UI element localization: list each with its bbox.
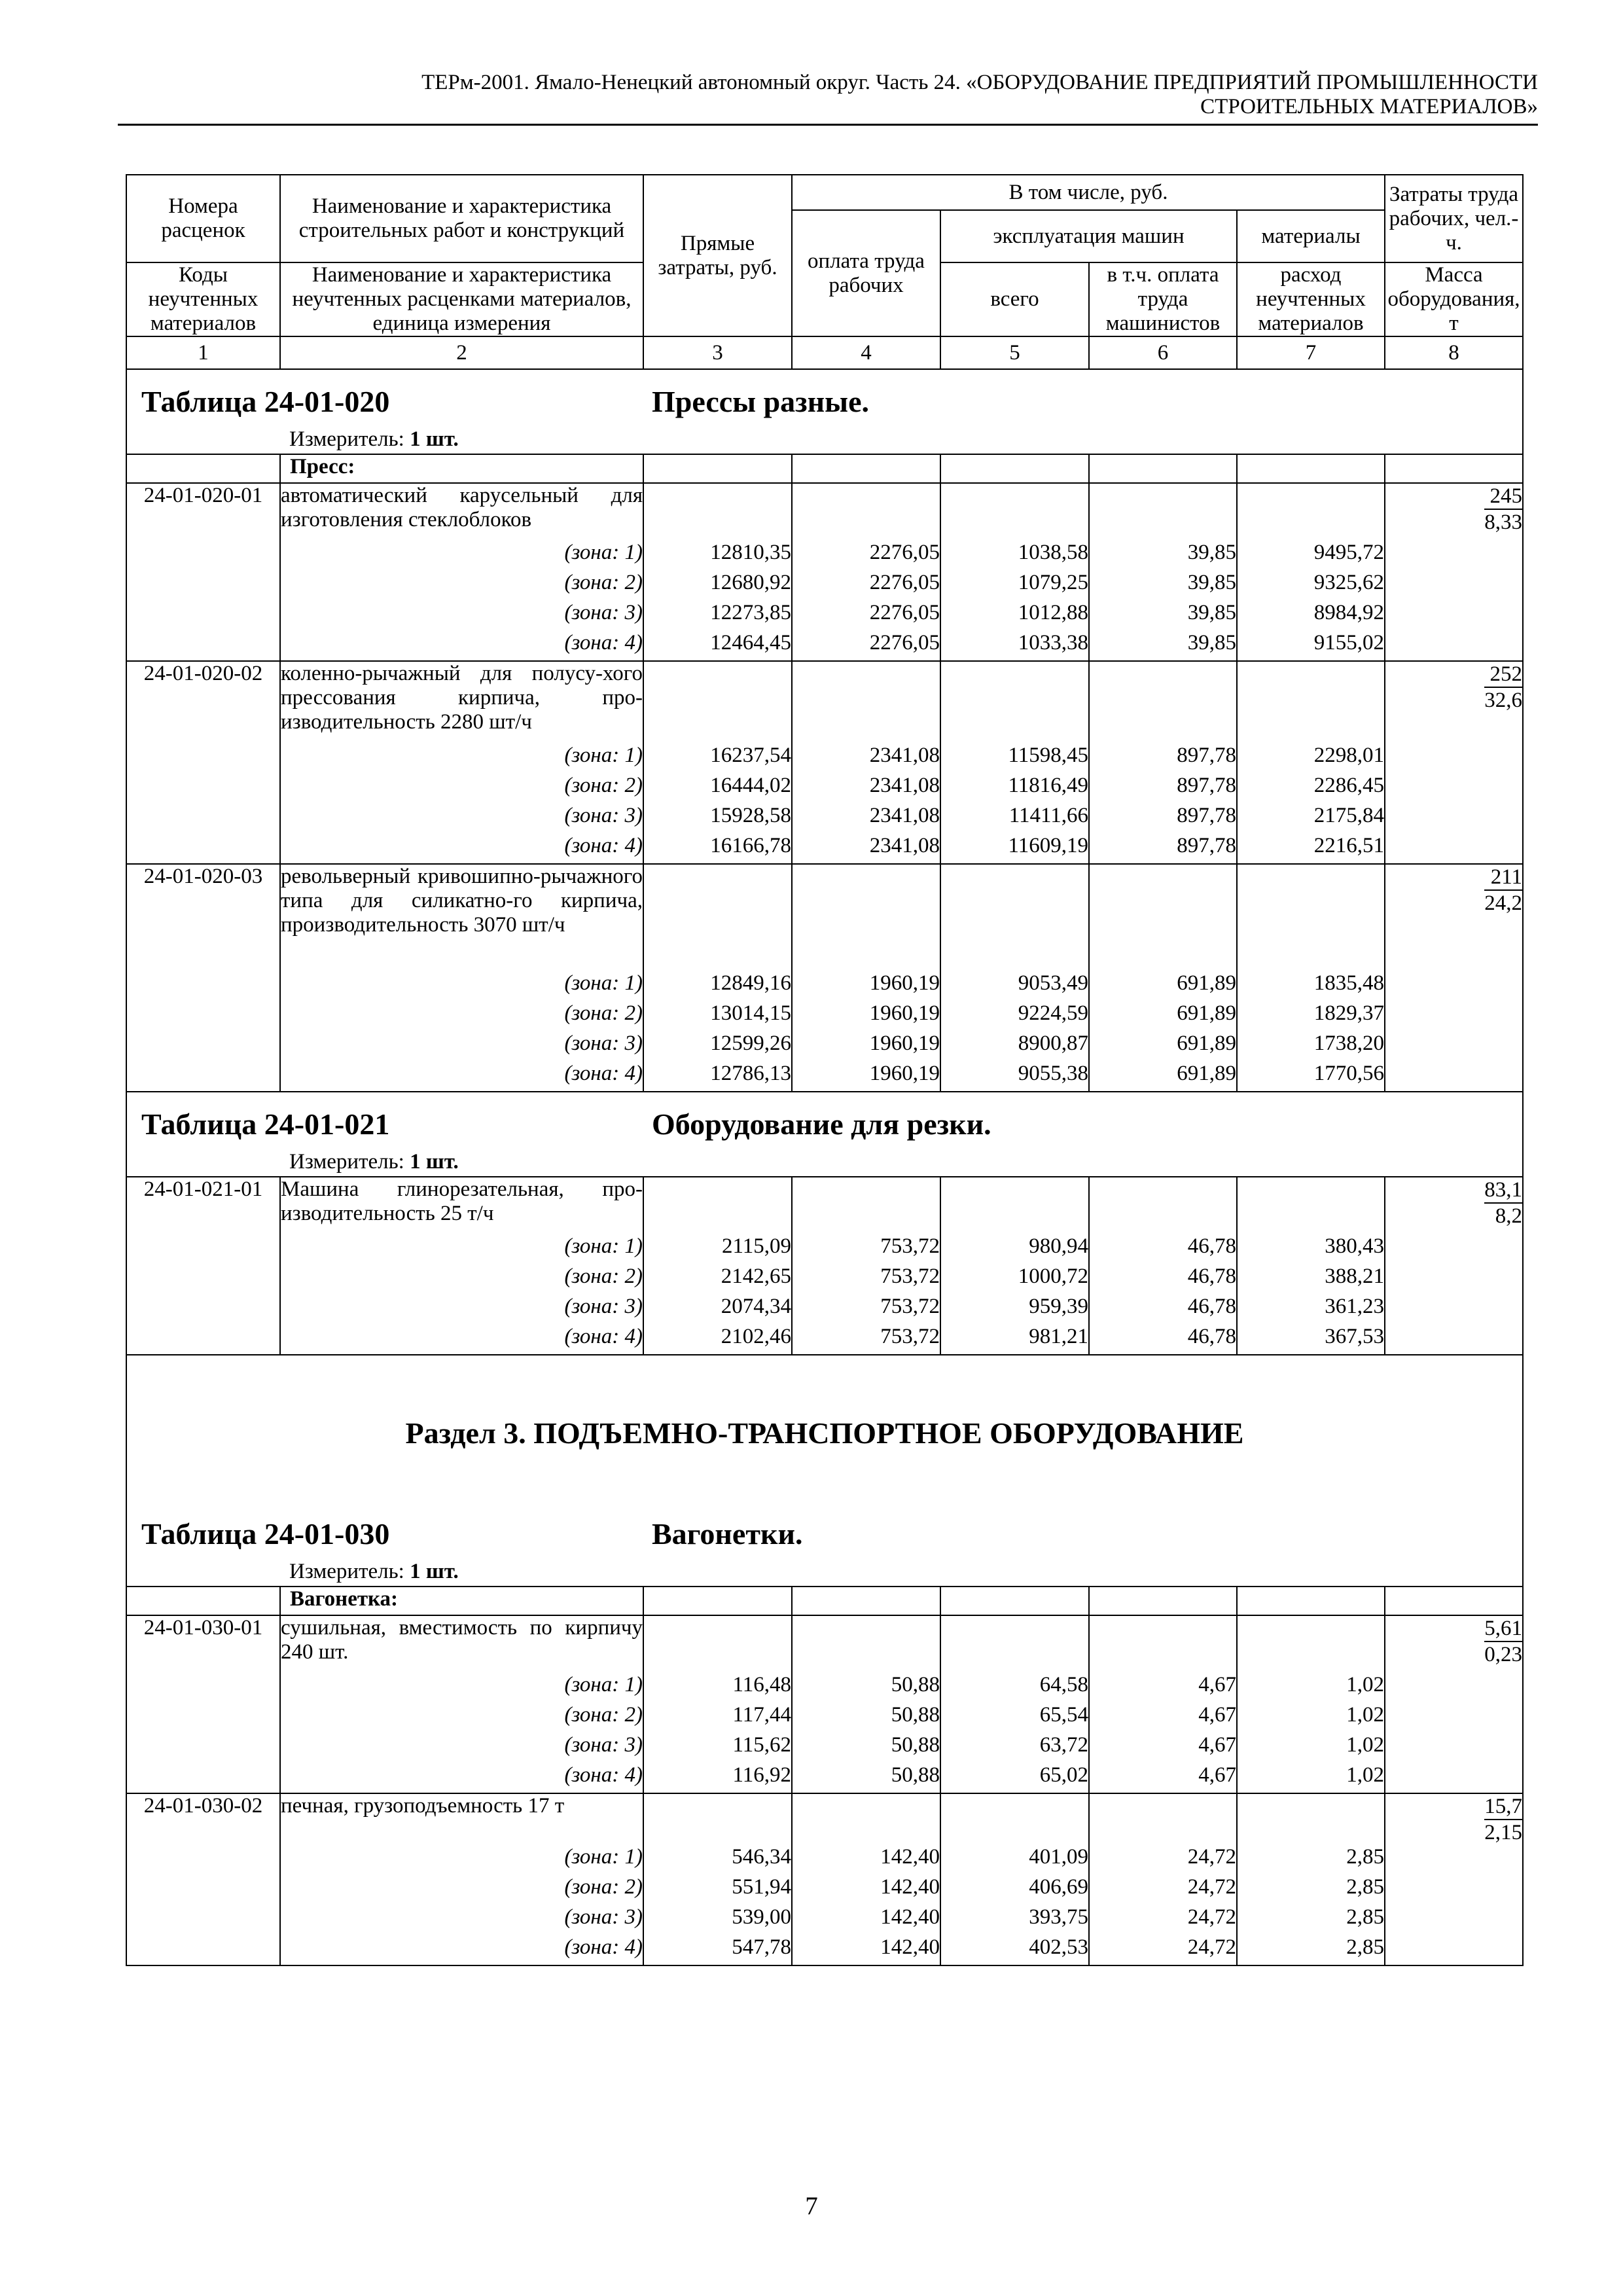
value-machines: 1000,72 xyxy=(940,1265,1089,1295)
value-workers: 1960,19 xyxy=(792,1001,940,1031)
zone-label: (зона: 3) xyxy=(280,1733,643,1763)
rate-code: 24-01-030-02 xyxy=(126,1793,280,1845)
value-direct: 116,92 xyxy=(643,1763,792,1793)
table-number: Таблица 24-01-020 xyxy=(141,385,390,418)
col-materials: материалы xyxy=(1237,210,1385,262)
zone-row xyxy=(126,971,1523,1001)
zone-row xyxy=(126,1062,1523,1092)
zone-row xyxy=(126,1763,1523,1793)
col-total: всего xyxy=(940,262,1089,336)
value-machines: 11411,66 xyxy=(940,804,1089,834)
value-machines: 11816,49 xyxy=(940,774,1089,804)
zone-label: (зона: 4) xyxy=(280,834,643,864)
value-operators: 4,67 xyxy=(1089,1703,1237,1733)
zone-label: (зона: 4) xyxy=(280,1062,643,1092)
value-direct: 16166,78 xyxy=(643,834,792,864)
zone-row xyxy=(126,1673,1523,1703)
value-direct: 2142,65 xyxy=(643,1265,792,1295)
value-workers: 753,72 xyxy=(792,1234,940,1265)
value-materials: 1738,20 xyxy=(1237,1031,1385,1062)
col-name: Наименование и характеристика строительных работ и конструкций xyxy=(280,175,643,262)
zone-label: (зона: 3) xyxy=(280,1031,643,1062)
value-machines: 63,72 xyxy=(940,1733,1089,1763)
value-direct: 115,62 xyxy=(643,1733,792,1763)
zone-label: (зона: 4) xyxy=(280,1763,643,1793)
value-machines: 11598,45 xyxy=(940,744,1089,774)
value-machines: 64,58 xyxy=(940,1673,1089,1703)
value-direct: 2074,34 xyxy=(643,1295,792,1325)
section-title: Раздел 3. ПОДЪЕМНО-ТРАНСПОРТНОЕ ОБОРУДОВАНИЕ xyxy=(405,1416,1244,1450)
value-direct: 547,78 xyxy=(643,1935,792,1965)
zone-row xyxy=(126,1875,1523,1905)
col-number: 1 xyxy=(126,336,280,369)
value-direct: 16444,02 xyxy=(643,774,792,804)
value-operators: 39,85 xyxy=(1089,631,1237,661)
value-machines: 401,09 xyxy=(940,1845,1089,1875)
value-machines: 1079,25 xyxy=(940,571,1089,601)
mass-value: 24,2 xyxy=(1484,891,1523,915)
value-workers: 50,88 xyxy=(792,1763,940,1793)
value-direct: 12849,16 xyxy=(643,971,792,1001)
zone-row xyxy=(126,1703,1523,1733)
value-operators: 39,85 xyxy=(1089,571,1237,601)
rate-row xyxy=(126,1615,1523,1673)
zone-row xyxy=(126,1845,1523,1875)
value-direct: 13014,15 xyxy=(643,1001,792,1031)
rates-table xyxy=(126,174,1524,1966)
value-workers: 142,40 xyxy=(792,1875,940,1905)
value-workers: 50,88 xyxy=(792,1703,940,1733)
value-materials: 1,02 xyxy=(1237,1703,1385,1733)
zone-label: (зона: 1) xyxy=(280,541,643,571)
col-workers-pay: оплата труда рабочих xyxy=(792,210,940,336)
value-operators: 691,89 xyxy=(1089,971,1237,1001)
value-operators: 39,85 xyxy=(1089,601,1237,631)
table-heading xyxy=(127,1092,1522,1176)
value-machines: 959,39 xyxy=(940,1295,1089,1325)
value-operators: 897,78 xyxy=(1089,804,1237,834)
value-materials: 1,02 xyxy=(1237,1673,1385,1703)
value-machines: 65,54 xyxy=(940,1703,1089,1733)
value-direct: 551,94 xyxy=(643,1875,792,1905)
col-number: 5 xyxy=(940,336,1089,369)
value-direct: 12810,35 xyxy=(643,541,792,571)
value-direct: 116,48 xyxy=(643,1673,792,1703)
zone-row xyxy=(126,571,1523,601)
unit-label xyxy=(289,1560,459,1584)
value-direct: 15928,58 xyxy=(643,804,792,834)
zone-row xyxy=(126,834,1523,864)
unit-value: 1 шт. xyxy=(410,427,459,451)
value-operators: 4,67 xyxy=(1089,1763,1237,1793)
value-workers: 2276,05 xyxy=(792,541,940,571)
value-materials: 2175,84 xyxy=(1237,804,1385,834)
value-materials: 1770,56 xyxy=(1237,1062,1385,1092)
zone-label: (зона: 1) xyxy=(280,1234,643,1265)
rate-description: револьверный кривошипно-рычажного типа для силикатно-го кирпича, производительность 3070 шт/ч xyxy=(280,864,643,971)
labor-value: 15,7 xyxy=(1484,1794,1522,1820)
value-operators: 24,72 xyxy=(1089,1875,1237,1905)
value-workers: 2341,08 xyxy=(792,744,940,774)
value-machines: 9224,59 xyxy=(940,1001,1089,1031)
zone-row xyxy=(126,541,1523,571)
value-operators: 897,78 xyxy=(1089,744,1237,774)
value-workers: 1960,19 xyxy=(792,1031,940,1062)
rate-description: коленно-рычажный для полусу-хого прессования кирпича, про-изводительность 2280 шт/ч xyxy=(280,661,643,744)
rate-description: сушильная, вместимость по кирпичу 240 шт. xyxy=(280,1615,643,1673)
value-workers: 50,88 xyxy=(792,1733,940,1763)
rate-code: 24-01-020-02 xyxy=(126,661,280,744)
value-direct: 12599,26 xyxy=(643,1031,792,1062)
value-machines: 981,21 xyxy=(940,1325,1089,1355)
col-number: 6 xyxy=(1089,336,1237,369)
mass-value: 8,33 xyxy=(1484,511,1523,534)
rate-code: 24-01-020-03 xyxy=(126,864,280,971)
labor-value: 211 xyxy=(1484,865,1522,891)
value-direct: 2102,46 xyxy=(643,1325,792,1355)
value-materials: 2,85 xyxy=(1237,1935,1385,1965)
zone-label: (зона: 2) xyxy=(280,571,643,601)
value-machines: 8900,87 xyxy=(940,1031,1089,1062)
value-machines: 393,75 xyxy=(940,1905,1089,1935)
value-materials: 9155,02 xyxy=(1237,631,1385,661)
zone-row xyxy=(126,744,1523,774)
table-heading xyxy=(127,370,1522,454)
value-workers: 2341,08 xyxy=(792,834,940,864)
value-materials: 1829,37 xyxy=(1237,1001,1385,1031)
value-direct: 117,44 xyxy=(643,1703,792,1733)
zone-row xyxy=(126,1265,1523,1295)
col-rate-numbers: Номера расценок xyxy=(126,175,280,262)
zone-label: (зона: 2) xyxy=(280,1001,643,1031)
zone-label: (зона: 3) xyxy=(280,601,643,631)
rate-description: печная, грузоподъемность 17 т xyxy=(280,1793,643,1845)
value-machines: 1033,38 xyxy=(940,631,1089,661)
rate-row xyxy=(126,661,1523,744)
zone-label: (зона: 3) xyxy=(280,1905,643,1935)
value-materials: 1835,48 xyxy=(1237,971,1385,1001)
value-materials: 388,21 xyxy=(1237,1265,1385,1295)
zone-row xyxy=(126,1905,1523,1935)
value-direct: 12786,13 xyxy=(643,1062,792,1092)
rate-description: Машина глинорезательная, про-изводительность 25 т/ч xyxy=(280,1177,643,1234)
value-operators: 691,89 xyxy=(1089,1001,1237,1031)
value-direct: 539,00 xyxy=(643,1905,792,1935)
value-direct: 546,34 xyxy=(643,1845,792,1875)
value-operators: 46,78 xyxy=(1089,1234,1237,1265)
labor-mass-fraction xyxy=(1484,662,1522,713)
unit-value: 1 шт. xyxy=(410,1560,459,1583)
zone-label: (зона: 2) xyxy=(280,1875,643,1905)
value-machines: 980,94 xyxy=(940,1234,1089,1265)
value-workers: 2341,08 xyxy=(792,774,940,804)
value-workers: 142,40 xyxy=(792,1935,940,1965)
zone-row xyxy=(126,1001,1523,1031)
zone-row xyxy=(126,1733,1523,1763)
unit-label xyxy=(289,427,459,452)
table-number: Таблица 24-01-030 xyxy=(141,1517,390,1551)
value-machines: 402,53 xyxy=(940,1935,1089,1965)
value-operators: 46,78 xyxy=(1089,1295,1237,1325)
zone-row xyxy=(126,1325,1523,1355)
zone-label: (зона: 4) xyxy=(280,631,643,661)
col-direct-costs: Прямые затраты, руб. xyxy=(643,175,792,336)
value-machines: 1038,58 xyxy=(940,541,1089,571)
col-labor: Затраты труда рабочих, чел.-ч. xyxy=(1385,175,1523,262)
zone-label: (зона: 4) xyxy=(280,1325,643,1355)
value-machines: 65,02 xyxy=(940,1763,1089,1793)
value-direct: 16237,54 xyxy=(643,744,792,774)
unit-caption: Измеритель: xyxy=(289,427,404,451)
zone-row xyxy=(126,804,1523,834)
group-label: Пресс: xyxy=(280,454,643,483)
mass-value: 8,2 xyxy=(1495,1204,1523,1228)
col-number: 3 xyxy=(643,336,792,369)
value-materials: 367,53 xyxy=(1237,1325,1385,1355)
value-workers: 2341,08 xyxy=(792,804,940,834)
value-materials: 1,02 xyxy=(1237,1763,1385,1793)
labor-mass-fraction xyxy=(1484,484,1522,535)
value-direct: 12464,45 xyxy=(643,631,792,661)
value-workers: 753,72 xyxy=(792,1265,940,1295)
zone-label: (зона: 4) xyxy=(280,1935,643,1965)
zone-label: (зона: 3) xyxy=(280,804,643,834)
value-materials: 9495,72 xyxy=(1237,541,1385,571)
value-operators: 897,78 xyxy=(1089,834,1237,864)
value-workers: 142,40 xyxy=(792,1845,940,1875)
labor-value: 252 xyxy=(1484,662,1522,688)
labor-mass-fraction xyxy=(1484,1177,1522,1229)
value-materials: 361,23 xyxy=(1237,1295,1385,1325)
zone-label: (зона: 1) xyxy=(280,744,643,774)
col-number: 2 xyxy=(280,336,643,369)
rate-row xyxy=(126,864,1523,971)
value-operators: 4,67 xyxy=(1089,1673,1237,1703)
rate-row xyxy=(126,1793,1523,1845)
value-workers: 1960,19 xyxy=(792,1062,940,1092)
unit-caption: Измеритель: xyxy=(289,1560,404,1583)
zone-row xyxy=(126,601,1523,631)
rate-code: 24-01-021-01 xyxy=(126,1177,280,1234)
labor-mass-fraction xyxy=(1484,1616,1522,1667)
value-machines: 11609,19 xyxy=(940,834,1089,864)
value-operators: 691,89 xyxy=(1089,1062,1237,1092)
value-workers: 2276,05 xyxy=(792,631,940,661)
mass-value: 0,23 xyxy=(1484,1643,1523,1666)
page-number: 7 xyxy=(805,2192,818,2220)
rate-code: 24-01-020-01 xyxy=(126,483,280,541)
zone-label: (зона: 2) xyxy=(280,774,643,804)
value-operators: 46,78 xyxy=(1089,1265,1237,1295)
value-direct: 12680,92 xyxy=(643,571,792,601)
col-machines: эксплуатация машин xyxy=(940,210,1237,262)
mass-value: 32,6 xyxy=(1484,689,1523,712)
zone-row xyxy=(126,1031,1523,1062)
value-workers: 753,72 xyxy=(792,1325,940,1355)
col-operators-pay: в т.ч. оплата труда машинистов xyxy=(1089,262,1237,336)
value-materials: 2298,01 xyxy=(1237,744,1385,774)
running-header xyxy=(118,71,1538,119)
header-line-2: СТРОИТЕЛЬНЫХ МАТЕРИАЛОВ» xyxy=(1200,95,1538,118)
value-workers: 2276,05 xyxy=(792,571,940,601)
value-operators: 4,67 xyxy=(1089,1733,1237,1763)
col-materials-consumption: расход неучтенных материалов xyxy=(1237,262,1385,336)
col-number: 8 xyxy=(1385,336,1523,369)
value-operators: 39,85 xyxy=(1089,541,1237,571)
labor-value: 83,1 xyxy=(1484,1177,1522,1204)
table-number: Таблица 24-01-021 xyxy=(141,1107,390,1141)
value-operators: 897,78 xyxy=(1089,774,1237,804)
labor-mass-fraction xyxy=(1484,1794,1522,1845)
zone-label: (зона: 1) xyxy=(280,971,643,1001)
zone-label: (зона: 2) xyxy=(280,1265,643,1295)
zone-label: (зона: 1) xyxy=(280,1845,643,1875)
value-materials: 2216,51 xyxy=(1237,834,1385,864)
value-operators: 691,89 xyxy=(1089,1031,1237,1062)
value-operators: 24,72 xyxy=(1089,1905,1237,1935)
labor-mass-fraction xyxy=(1484,865,1522,916)
col-including: В том числе, руб. xyxy=(792,175,1385,210)
value-operators: 24,72 xyxy=(1089,1845,1237,1875)
zone-row xyxy=(126,1935,1523,1965)
header-rule xyxy=(118,124,1538,126)
value-materials: 2,85 xyxy=(1237,1875,1385,1905)
table-name: Прессы разные. xyxy=(652,385,869,418)
value-workers: 1960,19 xyxy=(792,971,940,1001)
zone-label: (зона: 3) xyxy=(280,1295,643,1325)
zone-label: (зона: 1) xyxy=(280,1673,643,1703)
value-machines: 406,69 xyxy=(940,1875,1089,1905)
value-workers: 50,88 xyxy=(792,1673,940,1703)
unit-caption: Измеритель: xyxy=(289,1150,404,1174)
value-materials: 2286,45 xyxy=(1237,774,1385,804)
col-codes-unaccounted: Коды неучтенных материалов xyxy=(126,262,280,336)
value-workers: 2276,05 xyxy=(792,601,940,631)
rate-row xyxy=(126,483,1523,541)
labor-value: 245 xyxy=(1484,484,1522,510)
value-operators: 24,72 xyxy=(1089,1935,1237,1965)
rate-code: 24-01-030-01 xyxy=(126,1615,280,1673)
value-machines: 9053,49 xyxy=(940,971,1089,1001)
value-machines: 9055,38 xyxy=(940,1062,1089,1092)
zone-label: (зона: 2) xyxy=(280,1703,643,1733)
zone-row xyxy=(126,774,1523,804)
mass-value: 2,15 xyxy=(1484,1821,1523,1844)
zone-row xyxy=(126,631,1523,661)
col-mass: Масса оборудования, т xyxy=(1385,262,1523,336)
col-number: 7 xyxy=(1237,336,1385,369)
value-direct: 12273,85 xyxy=(643,601,792,631)
value-machines: 1012,88 xyxy=(940,601,1089,631)
col-name-unaccounted: Наименование и характеристика неучтенных расценками материалов, единица измерения xyxy=(280,262,643,336)
value-operators: 46,78 xyxy=(1089,1325,1237,1355)
labor-value: 5,61 xyxy=(1484,1616,1522,1642)
unit-label xyxy=(289,1150,459,1174)
value-direct: 2115,09 xyxy=(643,1234,792,1265)
rate-row xyxy=(126,1177,1523,1234)
value-workers: 142,40 xyxy=(792,1905,940,1935)
section-block xyxy=(127,1355,1522,1586)
group-label: Вагонетка: xyxy=(280,1587,643,1615)
rate-description: автоматический карусельный для изготовления стеклоблоков xyxy=(280,483,643,541)
zone-row xyxy=(126,1234,1523,1265)
table-name: Вагонетки. xyxy=(652,1517,803,1551)
value-workers: 753,72 xyxy=(792,1295,940,1325)
value-materials: 2,85 xyxy=(1237,1905,1385,1935)
unit-value: 1 шт. xyxy=(410,1150,459,1174)
value-materials: 9325,62 xyxy=(1237,571,1385,601)
value-materials: 1,02 xyxy=(1237,1733,1385,1763)
zone-row xyxy=(126,1295,1523,1325)
value-materials: 380,43 xyxy=(1237,1234,1385,1265)
value-materials: 8984,92 xyxy=(1237,601,1385,631)
header-line-1: ТЕРм-2001. Ямало-Ненецкий автономный округ. Часть 24. «ОБОРУДОВАНИЕ ПРЕДПРИЯТИЙ ПРОМЫШЛЕННОСТИ xyxy=(421,71,1538,94)
value-materials: 2,85 xyxy=(1237,1845,1385,1875)
col-number: 4 xyxy=(792,336,940,369)
table-name: Оборудование для резки. xyxy=(652,1107,991,1141)
